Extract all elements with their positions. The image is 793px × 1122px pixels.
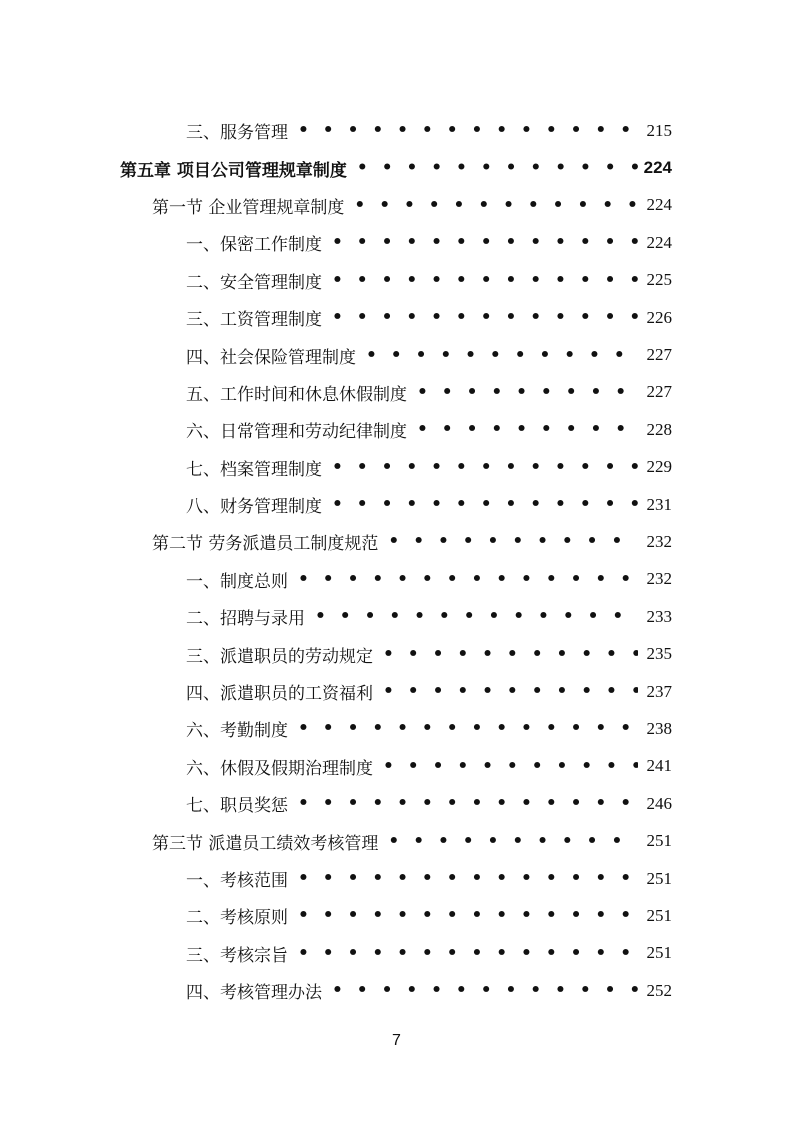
table-of-contents — [0, 112, 793, 1009]
toc-entry[interactable] — [0, 748, 793, 785]
toc-entry-title: 三、考核宗旨 — [186, 945, 288, 966]
toc-entry-page: 241 — [646, 756, 672, 776]
toc-entry-title: 八、财务管理制度 — [186, 497, 322, 518]
toc-entry[interactable] — [0, 561, 793, 598]
toc-entry-page: 227 — [646, 345, 672, 365]
toc-entry-title: 一、考核范围 — [186, 871, 288, 891]
toc-entry[interactable] — [0, 411, 793, 448]
toc-entry-title: 二、考核原则 — [186, 908, 288, 929]
toc-entry-page: 224 — [646, 195, 672, 215]
dot-leader — [298, 907, 638, 924]
toc-entry-title: 三、派遣职员的劳动规定 — [186, 646, 373, 667]
dot-leader — [388, 833, 638, 850]
dot-leader — [417, 421, 638, 438]
toc-entry-page: 251 — [646, 831, 672, 851]
toc-entry-title: 七、档案管理制度 — [186, 459, 322, 480]
dot-leader — [383, 758, 638, 775]
toc-entry[interactable] — [0, 598, 793, 635]
dot-leader — [298, 720, 638, 737]
toc-entry[interactable] — [0, 860, 793, 897]
dot-leader — [366, 347, 638, 364]
toc-entry-page: 238 — [646, 718, 672, 738]
toc-entry-page: 251 — [646, 905, 672, 925]
toc-entry[interactable] — [0, 449, 793, 486]
dot-leader — [332, 234, 638, 251]
dot-leader — [298, 571, 638, 588]
toc-entry-title: 第二节 劳务派遣员工制度规范 — [152, 534, 379, 555]
toc-entry[interactable] — [0, 112, 793, 149]
toc-entry[interactable] — [0, 635, 793, 672]
toc-entry[interactable] — [0, 822, 793, 859]
toc-entry-page: 224 — [643, 158, 672, 178]
toc-entry-page: 251 — [646, 868, 672, 888]
toc-entry-title: 一、制度总则 — [186, 571, 288, 592]
toc-entry-title: 二、安全管理制度 — [186, 272, 322, 293]
toc-entry-title: 四、派遣职员的工资福利 — [186, 684, 373, 705]
toc-entry-title: 六、休假及假期治理制度 — [186, 758, 373, 779]
toc-entry-title: 五、工作时间和休息休假制度 — [186, 384, 407, 405]
dot-leader — [315, 608, 638, 625]
toc-entry-page: 228 — [646, 419, 672, 439]
toc-entry-page: 235 — [646, 644, 672, 664]
dot-leader — [332, 982, 638, 999]
toc-entry-title: 四、社会保险管理制度 — [186, 347, 356, 368]
toc-entry-page: 215 — [646, 120, 672, 140]
toc-entry-page: 224 — [646, 232, 672, 252]
toc-entry[interactable] — [0, 972, 793, 1009]
dot-leader — [388, 533, 638, 550]
toc-entry-title: 三、服务管理 — [186, 123, 288, 144]
toc-entry-page: 225 — [646, 270, 672, 290]
toc-entry[interactable] — [0, 336, 793, 373]
dot-leader — [332, 309, 638, 326]
toc-entry-page: 232 — [646, 569, 672, 589]
toc-entry[interactable] — [0, 673, 793, 710]
toc-entry[interactable] — [0, 710, 793, 747]
toc-entry[interactable] — [0, 523, 793, 560]
dot-leader — [417, 384, 638, 401]
dot-leader — [354, 197, 638, 214]
dot-leader — [298, 945, 638, 962]
dot-leader — [383, 646, 638, 663]
toc-entry-page: 252 — [646, 980, 672, 1000]
toc-entry[interactable] — [0, 897, 793, 934]
toc-entry-title: 一、保密工作制度 — [186, 235, 322, 256]
toc-entry[interactable] — [0, 935, 793, 972]
toc-entry[interactable] — [0, 262, 793, 299]
toc-entry[interactable] — [0, 224, 793, 261]
dot-leader — [298, 122, 638, 139]
toc-entry[interactable] — [0, 486, 793, 523]
page-number: 7 — [392, 1032, 401, 1049]
dot-leader — [332, 496, 638, 513]
toc-entry[interactable] — [0, 187, 793, 224]
toc-entry[interactable] — [0, 785, 793, 822]
dot-leader — [332, 272, 638, 289]
toc-entry-title: 第五章 项目公司管理规章制度 — [120, 160, 347, 181]
toc-entry-page: 226 — [646, 307, 672, 327]
toc-entry-title: 四、考核管理办法 — [186, 983, 322, 1004]
dot-leader — [383, 683, 638, 700]
toc-entry[interactable] — [0, 149, 793, 186]
toc-entry-title: 三、工资管理制度 — [186, 310, 322, 331]
toc-entry-title: 六、日常管理和劳动纪律制度 — [186, 422, 407, 443]
dot-leader — [298, 870, 638, 887]
dot-leader — [332, 459, 638, 476]
toc-entry-page: 231 — [646, 494, 672, 514]
toc-entry-title: 七、职员奖惩 — [186, 796, 288, 817]
toc-entry-page: 251 — [646, 943, 672, 963]
toc-entry-page: 246 — [646, 793, 672, 813]
toc-entry-page: 233 — [646, 606, 672, 626]
toc-entry-title: 六、考勤制度 — [186, 721, 288, 742]
toc-entry-title: 第一节 企业管理规章制度 — [152, 197, 345, 218]
toc-entry[interactable] — [0, 374, 793, 411]
toc-entry-page: 229 — [646, 457, 672, 477]
toc-entry-title: 第三节 派遣员工绩效考核管理 — [152, 833, 379, 854]
toc-entry[interactable] — [0, 299, 793, 336]
toc-entry-page: 232 — [646, 531, 672, 551]
toc-entry-title: 二、招聘与录用 — [186, 609, 305, 630]
dot-leader — [298, 795, 638, 812]
dot-leader — [357, 160, 638, 177]
toc-entry-page: 227 — [646, 382, 672, 402]
toc-entry-page: 237 — [646, 681, 672, 701]
